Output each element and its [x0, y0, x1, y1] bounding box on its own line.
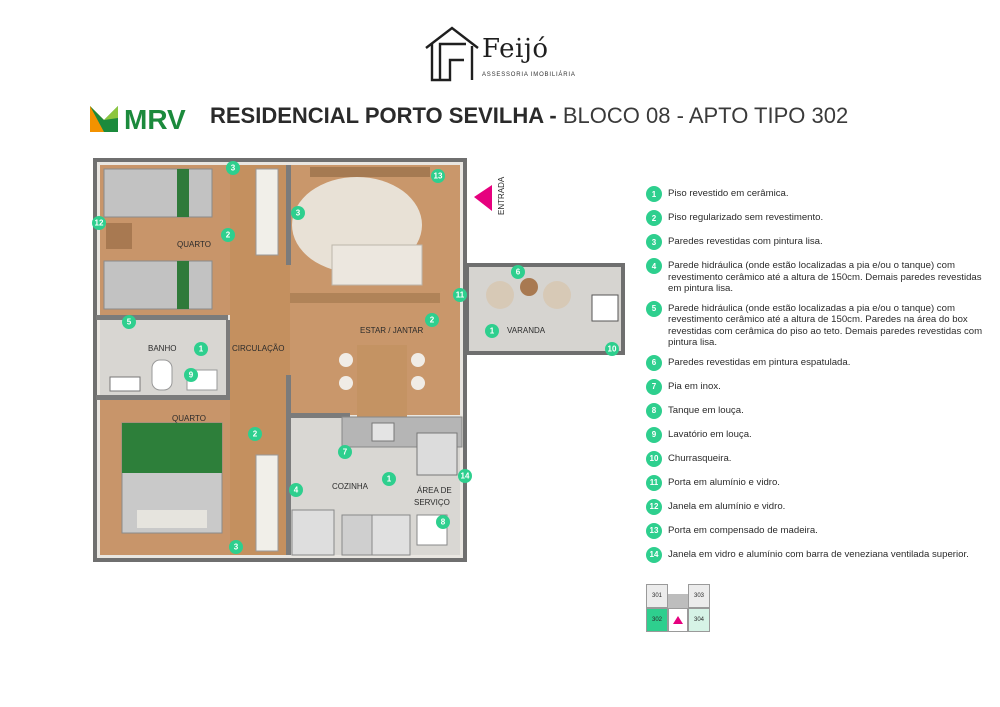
- legend-item: 14 Janela em vidro e alumínio com barra de veneziana ventilada superior.: [646, 547, 986, 563]
- svg-text:3: 3: [295, 208, 301, 218]
- legend-item: 10 Churrasqueira.: [646, 451, 986, 467]
- unit-302-highlight: 302: [646, 608, 668, 632]
- svg-text:9: 9: [188, 370, 194, 380]
- brand-subtitle: ASSESSORIA IMOBILIÁRIA: [482, 72, 576, 78]
- plan-marker: [605, 342, 619, 356]
- svg-text:11: 11: [455, 290, 465, 300]
- room-cozinha: COZINHA: [332, 482, 368, 491]
- legend-item: 7 Pia em inox.: [646, 379, 986, 395]
- room-quarto-1: QUARTO: [177, 240, 211, 249]
- plan-marker: [194, 342, 208, 356]
- plan-marker: [382, 472, 396, 486]
- svg-text:1: 1: [386, 474, 392, 484]
- plan-marker: [122, 315, 136, 329]
- block-unit-map: [646, 584, 710, 634]
- svg-text:3: 3: [233, 542, 239, 552]
- legend-item: 12 Janela em alumínio e vidro.: [646, 499, 986, 515]
- plan-marker: [221, 228, 235, 242]
- legend-item: 1 Piso revestido em cerâmica.: [646, 186, 986, 202]
- svg-text:2: 2: [429, 315, 435, 325]
- legend-item: 8 Tanque em louça.: [646, 403, 986, 419]
- plan-marker: [226, 161, 240, 175]
- legend-item: 13 Porta em compensado de madeira.: [646, 523, 986, 539]
- legend-item: 11 Porta em alumínio e vidro.: [646, 475, 986, 491]
- entrance-arrow-icon: [474, 185, 492, 211]
- svg-text:12: 12: [94, 218, 104, 228]
- entrance-label: ENTRADA: [497, 176, 506, 215]
- svg-text:7: 7: [342, 447, 348, 457]
- svg-text:5: 5: [126, 317, 132, 327]
- plan-marker: [229, 540, 243, 554]
- unit-301: 301: [646, 584, 668, 608]
- legend: [646, 186, 986, 563]
- plan-marker: [338, 445, 352, 459]
- svg-text:1: 1: [198, 344, 204, 354]
- plan-marker: [425, 313, 439, 327]
- svg-text:3: 3: [230, 163, 236, 173]
- plan-marker: [92, 216, 106, 230]
- unit-303: 303: [688, 584, 710, 608]
- floor-plan: [92, 155, 632, 565]
- mrv-logo-text: MRV: [124, 104, 186, 134]
- legend-item: 5 Parede hidráulica (onde estão localizadas a pia e/ou o tanque) com revestimento cerâmico até a altura de 150cm. Paredes na área do box revestidas com cerâmica do piso ao teto. Demais paredes revestidas com pintura lisa.: [646, 301, 986, 349]
- legend-item: 2 Piso regularizado sem revestimento.: [646, 210, 986, 226]
- room-varanda: VARANDA: [507, 326, 546, 335]
- svg-text:8: 8: [440, 517, 446, 527]
- plan-marker: [431, 169, 445, 183]
- unit-304: 304: [688, 608, 710, 632]
- plan-marker: [511, 265, 525, 279]
- svg-text:10: 10: [607, 344, 617, 354]
- svg-text:1: 1: [489, 326, 495, 336]
- block-hall: [668, 608, 688, 632]
- room-circulacao: CIRCULAÇÃO: [232, 344, 285, 353]
- plan-marker: [184, 368, 198, 382]
- legend-item: 9 Lavatório em louça.: [646, 427, 986, 443]
- room-banho: BANHO: [148, 344, 177, 353]
- svg-text:4: 4: [293, 485, 299, 495]
- legend-item: 4 Parede hidráulica (onde estão localizadas a pia e/ou o tanque) com revestimento cerâmico até a altura de 150cm. Demais paredes revestidas em pintura lisa.: [646, 258, 986, 295]
- svg-text:2: 2: [225, 230, 231, 240]
- title-light: BLOCO 08 - APTO TIPO 302: [562, 103, 849, 128]
- entrance-arrow-icon: [673, 616, 683, 624]
- svg-text:13: 13: [433, 171, 443, 181]
- plan-marker: [289, 483, 303, 497]
- room-area-servico-2: SERVIÇO: [414, 498, 450, 507]
- brand-name: Feijó: [482, 34, 549, 64]
- plan-marker: [291, 206, 305, 220]
- page-title: [210, 103, 848, 129]
- title-bold: RESIDENCIAL PORTO SEVILHA -: [210, 103, 557, 128]
- legend-item: 6 Paredes revestidas em pintura espatulada.: [646, 355, 986, 371]
- svg-text:6: 6: [515, 267, 521, 277]
- legend-item: 3 Paredes revestidas com pintura lisa.: [646, 234, 986, 250]
- plan-marker: [453, 288, 467, 302]
- plan-marker: [248, 427, 262, 441]
- svg-text:2: 2: [252, 429, 258, 439]
- room-estar: ESTAR / JANTAR: [360, 326, 424, 335]
- plan-marker: [485, 324, 499, 338]
- room-quarto-2: QUARTO: [172, 414, 206, 423]
- plan-marker: [436, 515, 450, 529]
- mrv-logo-icon: [90, 100, 200, 134]
- plan-marker: [458, 469, 472, 483]
- svg-text:14: 14: [460, 471, 470, 481]
- room-area-servico-1: ÁREA DE: [417, 486, 452, 495]
- block-core: [668, 594, 688, 608]
